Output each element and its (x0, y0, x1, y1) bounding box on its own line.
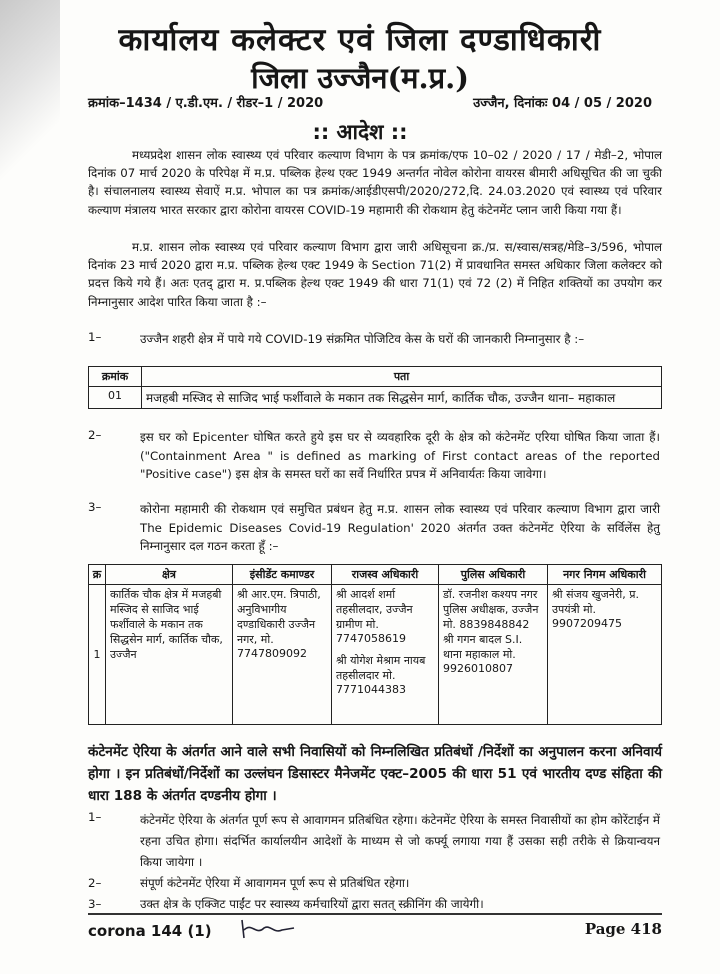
order-date: उज्जैन, दिनांकः 04 / 05 / 2020 (473, 96, 652, 111)
reference-number: क्रमांक–1434 / ए.डी.एम. / रीडर–1 / 2020 (88, 96, 324, 111)
item-text: संपूर्ण कंटेनमेंट ऐरिया में आवागमन पूर्ण रूप से प्रतिबंधित रहेगा। (140, 876, 410, 890)
paragraph-restrictions-intro: कंटेनमेंट ऐरिया के अंतर्गत आने वाले सभी निवासियों को निम्नलिखित प्रतिबंधों /निर्देशों का अनुपालन करना अनिवार्य होगा । इन प्रतिबंधों/निर्देशों का उल्लंघन डिसास्टर मैनेजमेंट एक्ट–2005 की धारा 51 एवं भारतीय दण्ड संहिता की धारा 188 के अंतर्गत दण्डनीय होगा । (88, 744, 662, 804)
column-header-area: क्षेत्र (106, 565, 233, 585)
cell-sn: 01 (89, 387, 142, 409)
item-number: 1– (88, 330, 102, 344)
cell-incident-commander: श्री आर.एम. त्रिपाठी, अनुविभागीय दण्डाधिकारी उज्जैन नगर, मो. 7747809092 (233, 585, 332, 725)
table-row (89, 585, 662, 725)
office-title: कार्यालय कलेक्टर एवं जिला दण्डाधिकारी (118, 22, 602, 58)
column-header-sn: क्र (89, 565, 106, 585)
cell-police-officer (439, 585, 548, 725)
positive-case-table (88, 366, 662, 409)
item-text: इस घर को Epicenter घोषित करते हुये इस घर से व्यवहारिक दूरी के क्षेत्र को कंटेनमेंट एरिया घोषित किया जाता हैं। ("Containment Area " is defined as marking of First contact areas of the reported "Positive case") इस क्षेत्र के समस्त घरों का सर्वे निर्धारित प्रपत्र में अनिवार्यतः किया जावेगा। (140, 430, 660, 481)
footer-label: corona 144 (1) (88, 922, 212, 940)
item-text: उक्त क्षेत्र के एक्जिट पाईंट पर स्वास्थ्य कर्मचारियों द्वारा सतत् स्क्रीनिंग की जायेगी। (140, 897, 484, 911)
revenue-officer-1: श्री आदर्श शर्मा तहसीलदार, उज्जैन ग्रामीण मो. 7747058619 (336, 588, 413, 645)
paragraph-authority: म.प्र. शासन लोक स्वास्थ्य एवं परिवार कल्याण विभाग द्वारा जारी अधिसूचना क्र./प्र. स/स्वास/सत्रह/मेडि–3/596, भोपाल दिनांक 23 मार्च 2020 द्वारा म.प्र. पब्लिक हेल्थ एक्ट 1949 के Section 71(2) में प्रावधानित समस्त अधिकार जिला कलेक्टर को प्रदत्त किये गये हैं। अतः एतद् द्वारा म. प्र.पब्लिक हेल्थ एक्ट 1949 की धारा 71(1) एवं 72 (2) में निहित शक्तियों का उपयोग कर निम्नानुसार आदेश पारित किया जाता है :– (88, 240, 662, 309)
order-heading: :: आदेश :: (312, 120, 408, 144)
cell-area: कार्तिक चौक क्षेत्र में मजहबी मस्जिद से साजिद भाई फर्शीवाले के मकान तक सिद्धसेन मार्ग, कार्तिक चौक, उज्जैन (106, 585, 233, 725)
cell-sn: 1 (89, 585, 106, 725)
item-text: उज्जैन शहरी क्षेत्र में पाये गये COVID-19 संक्रमित पोजिटिव केस के घरों की जानकारी निम्नानुसार है :– (140, 332, 585, 346)
signature-scribble (238, 916, 298, 942)
page-number: Page 418 (584, 920, 662, 938)
column-header-address: पता (142, 367, 662, 387)
item-text: कोरोना महामारी की रोकथाम एवं समुचित प्रबंधन हेतु म.प्र. शासन लोक स्वास्थ्य एवं परिवार कल्याण विभाग द्वारा जारी The Epidemic Diseases Covid-19 Regulation' 2020 अंतर्गत उक्त कंटेनमेंट ऐरिया के सर्विलेंस हेतु निम्नानुसार दल गठन करता हूँ :– (140, 502, 660, 553)
cell-municipal-officer: श्री संजय खुजनेरी, प्र. उपयंत्री मो. 9907209475 (548, 585, 662, 725)
column-header-police-officer: पुलिस अधिकारी (439, 565, 548, 585)
footer-divider (88, 913, 662, 915)
surveillance-team-table (88, 564, 662, 725)
cell-address: मजहबी मस्जिद से साजिद भाई फर्शीवाले के मकान तक सिद्धसेन मार्ग, कार्तिक चौक, उज्जैन थाना– महाकाल (142, 387, 662, 409)
cell-revenue-officer (332, 585, 439, 725)
police-officer-1: डॉ. रजनीश कश्यप नगर पुलिस अधीक्षक, उज्जैन मो. 8839848842 (443, 588, 539, 631)
column-header-revenue-officer: राजस्व अधिकारी (332, 565, 439, 585)
district-title: जिला उज्जैन(म.प्र.) (251, 61, 469, 95)
column-header-sn: क्रमांक (89, 367, 142, 387)
column-header-incident-commander: इंसीडेंट कमाण्डर (233, 565, 332, 585)
paragraph-background: मध्यप्रदेश शासन लोक स्वास्थ्य एवं परिवार कल्याण विभाग के पत्र क्रमांक/एफ 10–02 / 2020 / 17 / मेडी–2, भोपाल दिनांक 07 मार्च 2020 के परिपेक्ष में म.प्र. पब्लिक हेल्थ एक्ट 1949 अन्तर्गत नोवेल कोरोना वायरस बीमारी अधिसूचित की जा चुकी है। संचालनालय स्वास्थ्य सेवाऐं म.प्र. भोपाल का पत्र क्रमांक/आईडीएसपी/2020/272,दि. 24.03.2020 एवं स्वास्थ्य एवं परिवार कल्याण मंत्रालय भारत सरकार द्वारा कोरोना वायरस COVID-19 महामारी की रोकथाम हेतु कंटेनमेंट प्लान जारी किया गया हैं। (88, 148, 662, 217)
column-header-municipal-officer: नगर निगम अधिकारी (548, 565, 662, 585)
item-text: कंटेनमेंट ऐरिया के अंतर्गत पूर्ण रूप से आवागमन प्रतिबंधित रहेगा। कंटेनमेंट ऐरिया के समस्त निवासीयों का होम कोरेंटाईन में रहना उचित होगा। संदर्भित कार्यालयीन आदेशों के माध्यम से जो कर्फ्यू लगाया गया हैं उसका सही तरीके से क्रियान्वयन किया जायेगा । (140, 813, 660, 869)
item-number: 1– (88, 810, 102, 824)
item-number: 3– (88, 897, 102, 911)
table-row (89, 387, 662, 409)
item-number: 2– (88, 876, 102, 890)
item-number: 2– (88, 428, 102, 442)
revenue-officer-2: श्री योगेश मेश्राम नायब तहसीलदार मो. 7771044383 (336, 654, 426, 696)
police-officer-2: श्री गगन बादल S.I. थाना महाकाल मो. 9926010807 (443, 633, 523, 675)
item-number: 3– (88, 500, 102, 514)
